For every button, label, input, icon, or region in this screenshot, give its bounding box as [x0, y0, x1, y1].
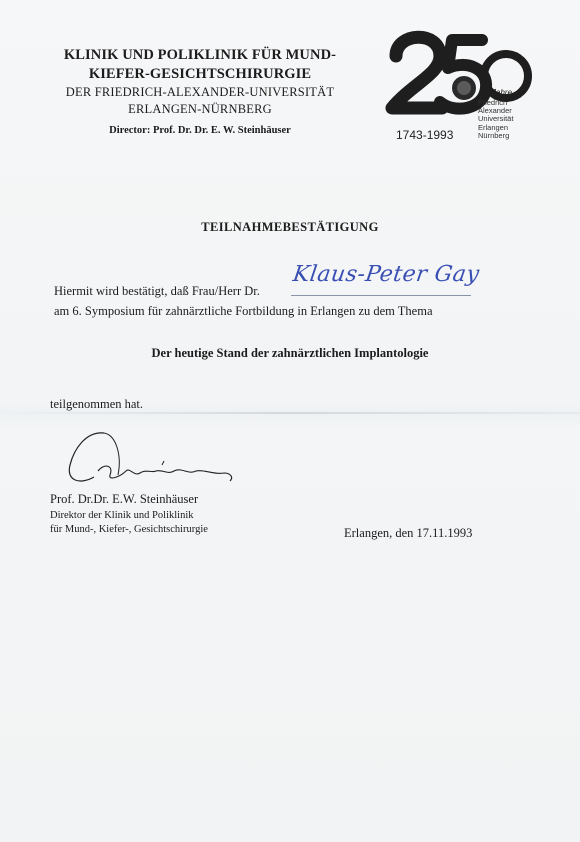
logo-uni-line: Alexander [478, 106, 512, 116]
handwritten-signature [64, 425, 244, 500]
logo-uni-line: Universität [478, 114, 514, 124]
logo-uni-line: Nürnberg [478, 130, 510, 140]
logo-university [478, 99, 538, 140]
name-fill-line [291, 295, 471, 296]
paper-fold [0, 412, 580, 414]
signatory-name: Prof. Dr.Dr. E.W. Steinhäuser [50, 492, 199, 506]
confirmation-line: Hiermit wird bestätigt, daß Frau/Herr Dr. [54, 284, 260, 298]
director-line: Director: Prof. Dr. Dr. E. W. Steinhäuser [109, 125, 291, 136]
symposium-line: am 6. Symposium für zahnärztliche Fortbildung in Erlangen zu dem Thema [54, 304, 433, 318]
university-name: DER FRIEDRICH-ALEXANDER-UNIVERSITÄT [65, 85, 335, 99]
participant-name-handwritten: Klaus-Peter Gay [291, 262, 482, 287]
closing-line: teilgenommen hat. [50, 397, 144, 411]
signatory-role-line1: Direktor der Klinik und Poliklinik [50, 510, 194, 521]
logo-uni-line: Friedrich [478, 98, 508, 107]
clinic-name-line2: KIEFER-GESICHTSCHIRURGIE [88, 66, 312, 82]
signatory-role-line2: für Mund-, Kiefer-, Gesichtschirurgie [50, 524, 208, 535]
anniversary-logo [378, 22, 538, 152]
place-and-date: Erlangen, den 17.11.1993 [344, 526, 473, 540]
logo-years: 1743-1993 [396, 128, 454, 142]
symposium-topic: Der heutige Stand der zahnärztlichen Implantologie [151, 346, 429, 360]
document-title: TEILNAHMEBESTÄTIGUNG [201, 220, 379, 234]
logo-jahre: Jahre [492, 88, 513, 97]
university-city: ERLANGEN-NÜRNBERG [128, 102, 272, 116]
letterhead [40, 46, 360, 136]
clinic-name-line1: KLINIK UND POLIKLINIK FÜR MUND- [63, 47, 337, 63]
logo-uni-line: Erlangen [478, 122, 509, 132]
